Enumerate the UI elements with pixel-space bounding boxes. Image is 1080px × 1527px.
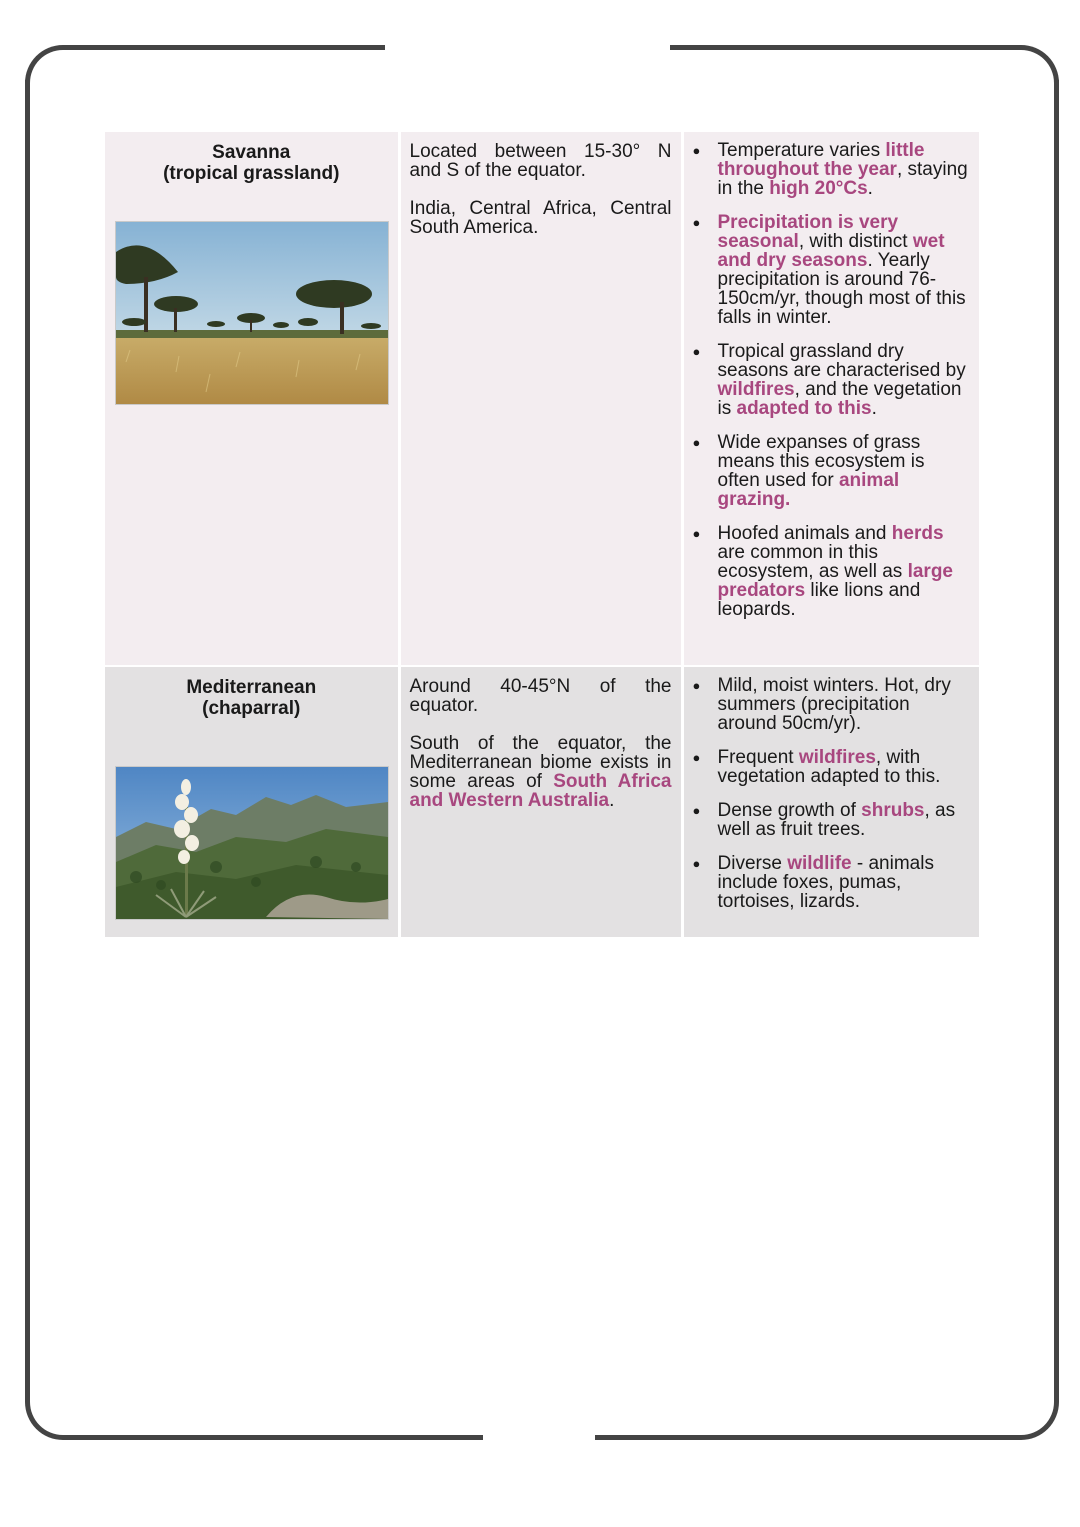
biome-table bbox=[105, 132, 979, 937]
page-frame-top-left bbox=[25, 45, 385, 90]
location-text: Located between 15-30° N and S of the equator. bbox=[409, 141, 672, 181]
list-item: ● Wide expanses of grass means this ecosystem is often used for animal grazing. bbox=[718, 433, 970, 509]
regions-text: South of the equator, the Mediterranean biome exists in some areas of South Africa and Western Australia. bbox=[409, 733, 672, 811]
list-item: ● Hoofed animals and herds are common in this ecosystem, as well as large predators like lions and leopards. bbox=[718, 524, 970, 619]
mediterranean-photo bbox=[115, 766, 389, 920]
page-frame-top-right bbox=[670, 45, 1059, 90]
facts-cell bbox=[682, 132, 979, 666]
list-item: ● Dense growth of shrubs, as well as fruit trees. bbox=[718, 801, 970, 839]
location-cell bbox=[399, 666, 682, 937]
facts-list bbox=[684, 132, 980, 619]
page-frame-bottom-right bbox=[595, 1395, 1059, 1440]
list-item: ● Frequent wildfires, with vegetation adapted to this. bbox=[718, 748, 970, 786]
biome-subtitle: (chaparral) bbox=[202, 698, 301, 719]
regions-text: India, Central Africa, Central South America. bbox=[409, 198, 672, 238]
list-item: ● Diverse wildlife - animals include foxes, pumas, tortoises, lizards. bbox=[718, 854, 970, 911]
page-frame-left bbox=[25, 80, 30, 1400]
list-item: ● Mild, moist winters. Hot, dry summers (precipitation around 50cm/yr). bbox=[718, 676, 970, 733]
table-row-savanna bbox=[105, 132, 979, 666]
table-row-mediterranean bbox=[105, 666, 979, 937]
facts-list bbox=[684, 667, 980, 911]
page-frame-bottom-left bbox=[25, 1395, 483, 1440]
page-frame-right bbox=[1054, 80, 1059, 1400]
biome-name-cell bbox=[105, 666, 399, 937]
biome-name bbox=[105, 677, 398, 719]
list-item: ● Tropical grassland dry seasons are characterised by wildfires, and the vegetation is adapted to this. bbox=[718, 342, 970, 418]
location-cell bbox=[399, 132, 682, 666]
facts-cell bbox=[682, 666, 979, 937]
biome-subtitle: (tropical grassland) bbox=[163, 163, 340, 184]
biome-name bbox=[105, 142, 398, 184]
biome-title: Savanna bbox=[212, 142, 291, 163]
biome-name-cell bbox=[105, 132, 399, 666]
biome-title: Mediterranean bbox=[186, 677, 317, 698]
list-item: ● Precipitation is very seasonal, with distinct wet and dry seasons. Yearly precipitation is around 76-150cm/yr, though most of this falls in winter. bbox=[718, 213, 970, 327]
savanna-photo bbox=[115, 221, 389, 405]
location-text: Around 40-45°N of the equator. bbox=[409, 676, 672, 716]
list-item: ● Temperature varies little throughout the year, staying in the high 20°Cs. bbox=[718, 141, 970, 198]
